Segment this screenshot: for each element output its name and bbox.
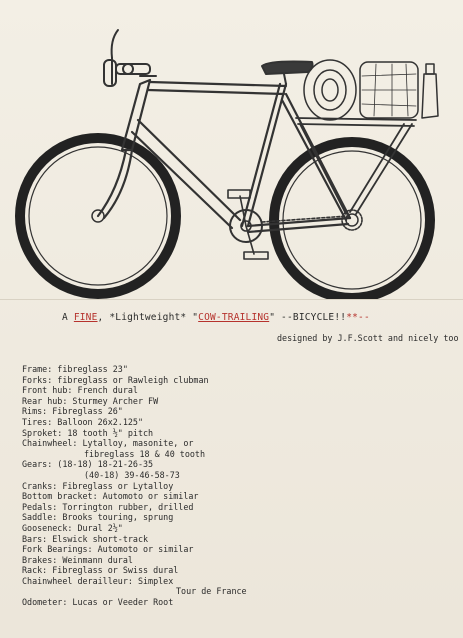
spec-line: Saddle: Brooks touring, sprung — [22, 512, 174, 523]
spec-line: Tires: Balloon 26x2.125" — [22, 416, 144, 427]
spec-line: Frame: fibreglass 23" — [22, 364, 128, 374]
designer-credit: designed by J.F.Scott and nicely too — [277, 333, 459, 343]
paper-fold — [0, 299, 463, 300]
rear-rack — [296, 118, 416, 214]
spec-line: Chainwheel: Lytalloy, masonite, or — [22, 438, 194, 449]
spec-line: Cranks: Fibreglass or Lytalloy — [22, 480, 174, 491]
bicycle-frame — [98, 80, 350, 232]
spec-line: fibreglass 18 & 40 tooth — [84, 448, 206, 459]
spec-line: Rear hub: Sturmey Archer FW — [22, 395, 159, 406]
spec-line: Fork Bearings: Automoto or similar — [22, 544, 194, 555]
spec-line: Sproket: 18 tooth ½" pitch — [22, 427, 154, 438]
spec-line: Gooseneck: Dural 2½" — [22, 522, 123, 533]
spec-line: Tour de France — [176, 586, 247, 597]
title-part-b: , *Lightweight* " — [97, 312, 199, 323]
spec-line: Gears: (18-18) 18-21-26-35 — [22, 459, 154, 470]
spec-line: Odometer: Lucas or Veeder Root — [22, 597, 174, 608]
title-part-c: " --BICYCLE!! — [269, 312, 347, 323]
luggage — [304, 60, 438, 120]
handlebar — [104, 30, 156, 86]
document-title — [62, 312, 462, 323]
bicycle-drawing — [0, 0, 463, 300]
spec-line: Pedals: Torrington rubber, drilled — [22, 501, 194, 512]
spec-line: (40-18) 39-46-58-73 — [84, 469, 180, 480]
spec-line: Rack: Fibreglass or Swiss dural — [22, 565, 179, 576]
title-fine: FINE — [73, 312, 98, 323]
spec-line: Chainwheel derailleur: Simplex — [22, 575, 174, 586]
title-cow-trailing: COW-TRAILING — [198, 312, 270, 323]
spec-line: Brakes: Weinmann dural — [22, 554, 133, 565]
spec-list — [22, 364, 452, 608]
spec-line: Rims: Fibreglass 26" — [22, 406, 123, 417]
title-stars: **-- — [346, 312, 370, 323]
spec-line: Front hub: French dural — [22, 385, 138, 396]
spec-line: Bars: Elswick short-track — [22, 533, 149, 544]
spec-line: Forks: fibreglass or Rawleigh clubman — [22, 374, 209, 385]
spec-line: Bottom bracket: Automoto or similar — [22, 491, 199, 502]
title-part-a: A — [62, 312, 74, 323]
